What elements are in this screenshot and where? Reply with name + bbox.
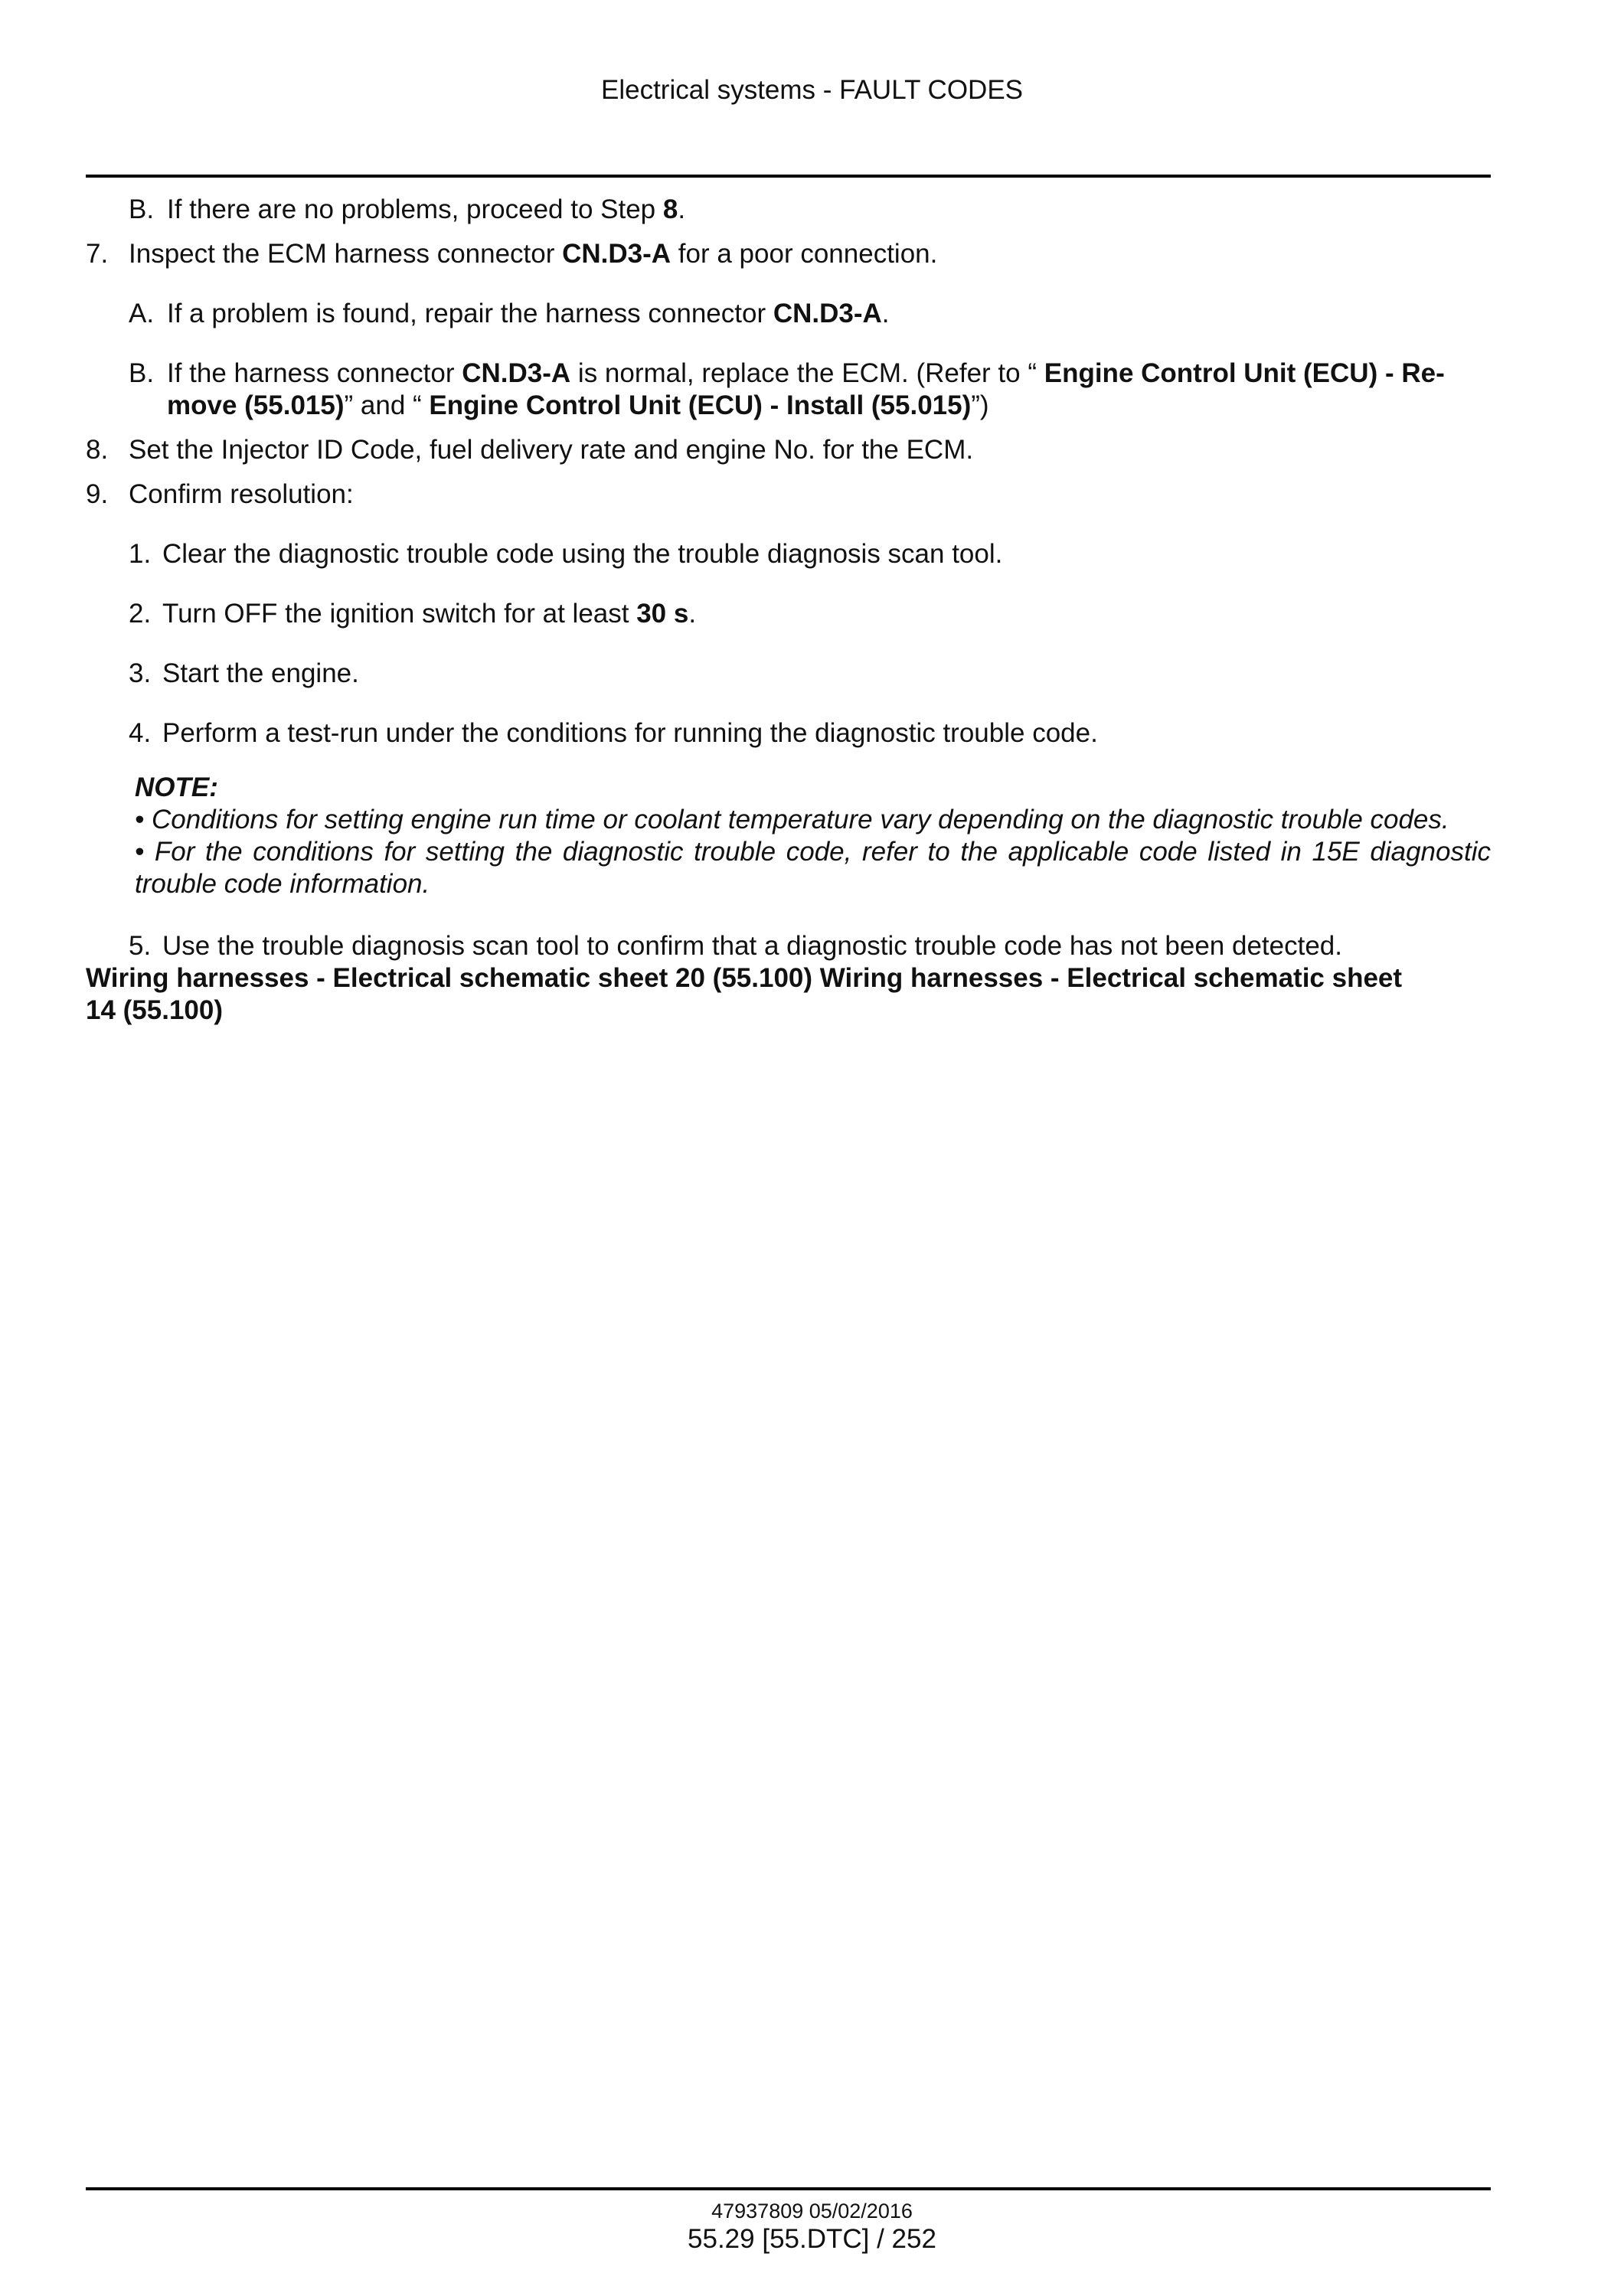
substep-marker: 3. [129, 658, 152, 688]
substep-text: Start the engine. [162, 658, 359, 688]
substep-text: Turn OFF the ignition switch for at least [162, 599, 637, 629]
note-line-1: • Conditions for setting engine run time or coolant temperature vary depending on the diagnostic trouble codes. [135, 805, 1449, 834]
note-line-3: trouble code information. [135, 869, 430, 899]
step-marker: 8. [86, 435, 109, 465]
step-text: Confirm resolution: [129, 479, 354, 509]
wiring-harness-links-continued[interactable]: 14 (55.100) [86, 995, 224, 1025]
substep-text: Use the trouble diagnosis scan tool to confirm that a diagnostic trouble code has not been detected. [162, 931, 1342, 961]
page-number: 55.29 [55.DTC] / 252 [688, 2224, 936, 2254]
step-reference: 8 [662, 194, 678, 224]
step-marker: B. [129, 358, 155, 388]
step-6b: B. If there are no problems, proceed to Step 8. [129, 193, 685, 227]
substep-marker: 2. [129, 599, 152, 629]
step-marker: A. [129, 299, 155, 328]
substep-1 [129, 537, 1002, 571]
substep-text: Perform a test-run under the conditions for running the diagnostic trouble code. [162, 718, 1098, 748]
connector-code: CN.D3-A [462, 358, 571, 388]
note-label: NOTE: [135, 772, 218, 802]
connector-code: CN.D3-A [773, 299, 882, 328]
step-text: If the harness connector [167, 358, 462, 388]
footer-divider [86, 2187, 1491, 2190]
duration-value: 30 s [636, 599, 689, 629]
ecu-remove-link-continued[interactable]: move (55.015) [167, 390, 345, 420]
step-7a: A. If a problem is found, repair the harness connector CN.D3-A. [129, 297, 890, 331]
step-text: Inspect the ECM harness connector [129, 239, 563, 269]
substep-marker: 4. [129, 718, 152, 748]
substep-text: Clear the diagnostic trouble code using the trouble diagnosis scan tool. [162, 539, 1003, 569]
step-text: If a problem is found, repair the harness connector [167, 299, 773, 328]
page-header-title: Electrical systems - FAULT CODES [600, 75, 1024, 105]
step-marker: 7. [86, 239, 109, 269]
substep-2: 2. Turn OFF the ignition switch for at least 30 s. [129, 597, 696, 631]
substep-4 [129, 717, 1098, 750]
substep-marker: 5. [129, 931, 152, 961]
step-text: If there are no problems, proceed to Step [167, 194, 663, 224]
connector-code: CN.D3-A [562, 239, 671, 269]
document-code: 47937809 05/02/2016 [711, 2200, 913, 2223]
step-marker: B. [129, 194, 155, 224]
header-divider [86, 175, 1491, 178]
step-9 [86, 478, 354, 511]
ecu-install-link[interactable]: Engine Control Unit (ECU) - Install (55.015) [429, 390, 972, 420]
step-marker: 9. [86, 479, 109, 509]
ecu-remove-link[interactable]: Engine Control Unit (ECU) - Re- [1044, 358, 1445, 388]
step-8 [86, 433, 973, 467]
wiring-harness-links[interactable]: Wiring harnesses - Electrical schematic sheet 20 (55.100) Wiring harnesses - Electrical schematic sheet [86, 963, 1403, 993]
step-7b: B. If the harness connector CN.D3-A is normal, replace the ECM. (Refer to “ Engine Control Unit (ECU) - Re- [129, 357, 1445, 390]
substep-3 [129, 657, 359, 691]
substep-marker: 1. [129, 539, 152, 569]
step-7b-continued: move (55.015)” and “ Engine Control Unit (ECU) - Install (55.015)”) [167, 390, 989, 420]
step-7: 7. Inspect the ECM harness connector CN.D3-A for a poor connection. [86, 237, 937, 271]
substep-5 [129, 929, 1342, 963]
note-line-2: • For the conditions for setting the diagnostic trouble code, refer to the applicable code listed in 15E diagnostic [135, 837, 1491, 867]
step-text: Set the Injector ID Code, fuel delivery rate and engine No. for the ECM. [129, 435, 974, 465]
